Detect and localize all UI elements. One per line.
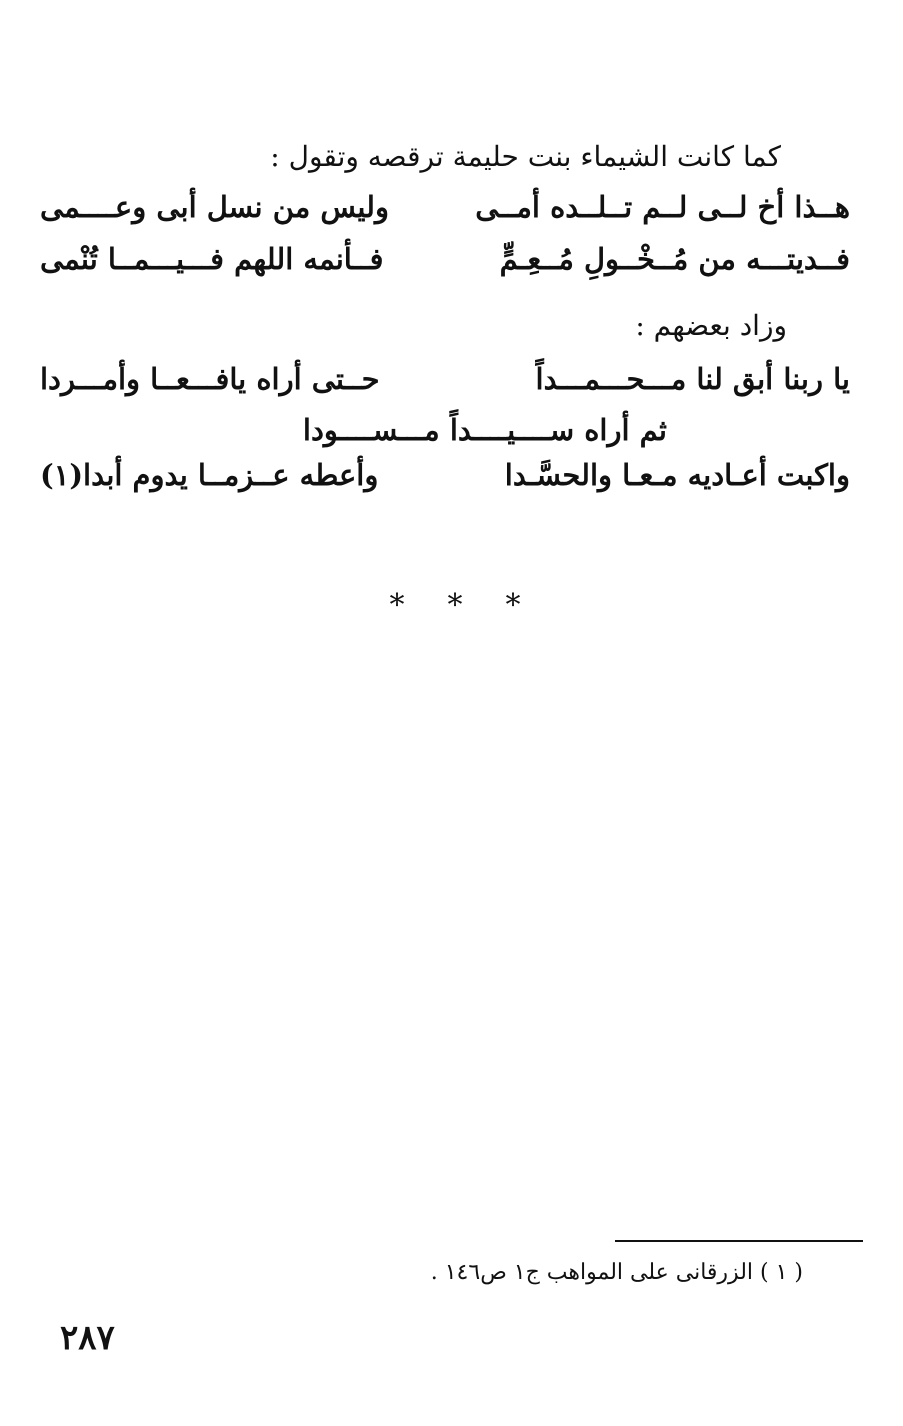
verse-first-hemistich: يا ربنا أبق لنا مـــحـــمـــداً bbox=[535, 362, 850, 396]
page-number: ٢٨٧ bbox=[60, 1318, 115, 1358]
asterisk: * bbox=[505, 588, 521, 623]
asterisk: * bbox=[447, 588, 463, 623]
poem-verse-single: ثم أراه ســــيــــداً مـــســــودا bbox=[302, 413, 667, 447]
verse-second-hemistich: وأعطه عــزمــا يدوم أبدا(١) bbox=[40, 458, 379, 492]
poem-verse bbox=[40, 190, 850, 242]
verse-first-hemistich: هــذا أخ لــى لــم تــلــده أمــى bbox=[475, 190, 850, 224]
poem-verse bbox=[40, 242, 850, 294]
poem-verse bbox=[40, 362, 850, 414]
poem-verse bbox=[40, 458, 850, 510]
footnote-divider bbox=[615, 1240, 863, 1242]
asterisk: * bbox=[389, 588, 405, 623]
intro-line: كما كانت الشيماء بنت حليمة ترقصه وتقول : bbox=[270, 140, 781, 173]
verse-first-hemistich: واكبت أعـاديه مـعـا والحسَّـدا bbox=[504, 458, 850, 492]
verse-second-hemistich: وليس من نسل أبى وعــــمى bbox=[40, 190, 389, 224]
verse-second-hemistich: فــأنمه اللهم فـــيـــمــا تُنْمى bbox=[40, 242, 384, 276]
verse-second-hemistich: حــتى أراه يافـــعــا وأمـــردا bbox=[40, 362, 380, 396]
section-separator bbox=[385, 588, 525, 623]
verse-first-hemistich: فــديتـــه من مُــخْــولِ مُــعِـمٍّ bbox=[499, 242, 850, 276]
footnote: ( ١ ) الزرقانى على المواهب ج١ ص١٤٦ . bbox=[430, 1260, 803, 1285]
intro-line: وزاد بعضهم : bbox=[635, 309, 787, 342]
